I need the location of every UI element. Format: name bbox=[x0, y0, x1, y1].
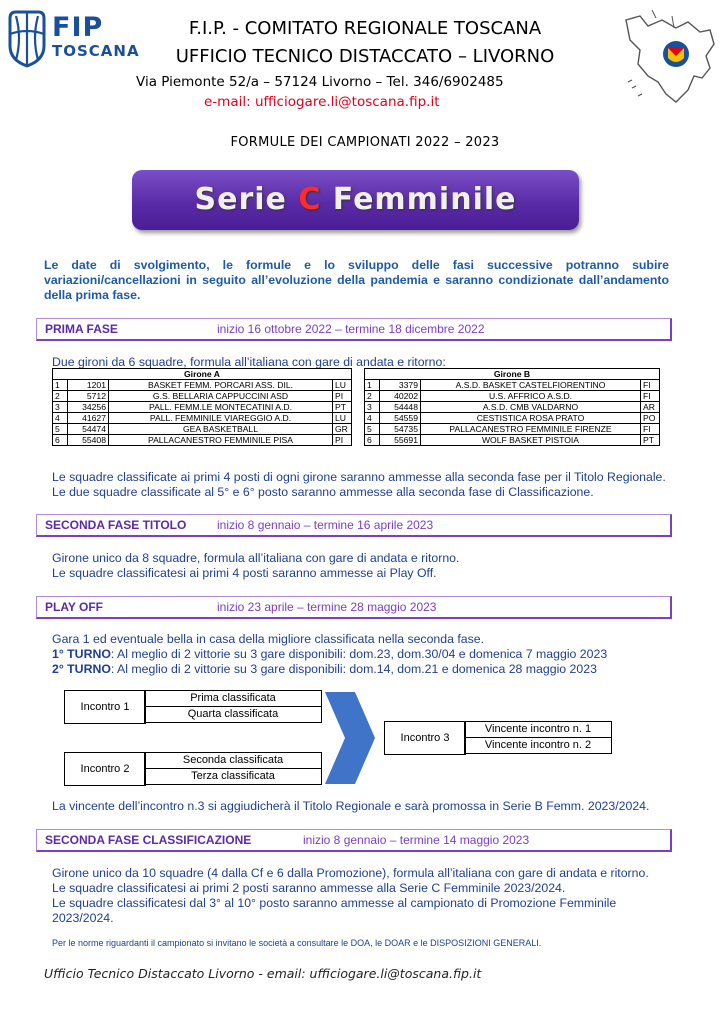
incontro-3-box: Incontro 3 bbox=[384, 721, 466, 755]
table-row: 2 40202 U.S. AFFRICO A.S.D. FI bbox=[365, 391, 660, 402]
banner-femminile: Femminile bbox=[321, 182, 517, 217]
bracket-arrow-icon bbox=[325, 692, 375, 784]
girone-b-title: Girone B bbox=[365, 369, 660, 380]
header-line-2: UFFICIO TECNICO DISTACCATO – LIVORNO bbox=[175, 46, 555, 67]
playoff-line-1: Gara 1 ed eventuale bella in casa della migliore classificata nella seconda fase. bbox=[52, 632, 485, 646]
playoff-turno-2: 2° TURNO: Al meglio di 2 vittorie su 3 gare disponibili: dom.14, dom.21 e domenica 28 maggio 2023 bbox=[52, 662, 597, 676]
incontro-2-team-b: Terza classificata bbox=[144, 768, 322, 785]
table-row: 6 55408 PALLACANESTRO FEMMINILE PISA PI bbox=[53, 435, 352, 446]
incontro-3-team-a: Vincente incontro n. 1 bbox=[464, 721, 612, 738]
fip-basket-logo-icon bbox=[4, 8, 50, 68]
section-play-off bbox=[36, 596, 672, 619]
incontro-1-box: Incontro 1 bbox=[64, 690, 146, 724]
incontro-1-team-b: Quarta classificata bbox=[144, 706, 322, 723]
table-row: 5 54474 GEA BASKETBALL GR bbox=[53, 424, 352, 435]
section-label: SECONDA FASE TITOLO bbox=[45, 518, 187, 532]
fip-logo bbox=[4, 8, 140, 68]
logo-fip-text: FIP bbox=[52, 12, 104, 43]
seconda-class-line-3: Le squadre classificatesi dal 3° al 10° posto saranno ammesse al campionato di Promozione Femminile 2023/2024. bbox=[52, 896, 617, 925]
norme-note: Per le norme riguardanti il campionato si invitano le società a consultare le DOA, le DOAR e le DISPOSIZIONI GENERALI. bbox=[52, 938, 542, 948]
girone-a-title: Girone A bbox=[53, 369, 352, 380]
incontro-1-team-a: Prima classificata bbox=[144, 690, 322, 707]
section-label: PRIMA FASE bbox=[45, 322, 118, 336]
notice-paragraph: Le date di svolgimento, le formule e lo sviluppo delle fasi successive potranno subire variazioni/cancellazioni in seguito all’evoluzione della pandemia e saranno condizionate dall’andamento della prima fase. bbox=[44, 258, 669, 302]
incontro-3-team-b: Vincente incontro n. 2 bbox=[464, 737, 612, 754]
playoff-final-note: La vincente dell’incontro n.3 si aggiudicherà il Titolo Regionale e sarà promossa in Serie B Femm. 2023/2024. bbox=[52, 799, 650, 813]
serie-c-femminile-banner bbox=[132, 170, 579, 230]
page-title: FORMULE DEI CAMPIONATI 2022 – 2023 bbox=[230, 135, 500, 150]
girone-b-table bbox=[364, 368, 660, 446]
table-row: 1 1201 BASKET FEMM. PORCARI ASS. DIL. LU bbox=[53, 380, 352, 391]
table-row: 5 54735 PALLACANESTRO FEMMINILE FIRENZE FI bbox=[365, 424, 660, 435]
playoff-turno-1: 1° TURNO: Al meglio di 2 vittorie su 3 gare disponibili: dom.23, dom.30/04 e domenica 7 maggio 2023 bbox=[52, 647, 608, 661]
logo-toscana-text: TOSCANA bbox=[52, 42, 140, 60]
prima-fase-intro: Due gironi da 6 squadre, formula all’italiana con gare di andata e ritorno: bbox=[52, 355, 446, 369]
page-footer: Ufficio Tecnico Distaccato Livorno - email: ufficiogare.li@toscana.fip.it bbox=[44, 966, 482, 981]
section-label: PLAY OFF bbox=[45, 600, 104, 614]
table-row: 1 3379 A.S.D. BASKET CASTELFIORENTINO FI bbox=[365, 380, 660, 391]
seconda-titolo-line-1: Girone unico da 8 squadre, formula all’italiana con gare di andata e ritorno. bbox=[52, 551, 460, 565]
table-row: 2 5712 G.S. BELLARIA CAPPUCCINI ASD PI bbox=[53, 391, 352, 402]
section-dates: inizio 8 gennaio – termine 16 aprile 2023 bbox=[217, 518, 434, 532]
incontro-2-box: Incontro 2 bbox=[64, 752, 146, 786]
table-row: 4 54559 CESTISTICA ROSA PRATO PO bbox=[365, 413, 660, 424]
section-dates: inizio 23 aprile – termine 28 maggio 2023 bbox=[217, 600, 437, 614]
section-label: SECONDA FASE CLASSIFICAZIONE bbox=[45, 833, 252, 847]
banner-c: C bbox=[298, 182, 322, 217]
header-address: Via Piemonte 52/a – 57124 Livorno – Tel. 346/6902485 bbox=[136, 74, 504, 90]
toscana-map bbox=[618, 6, 722, 106]
section-dates: inizio 16 ottobre 2022 – termine 18 dicembre 2022 bbox=[217, 322, 485, 336]
girone-a-table bbox=[52, 368, 352, 446]
section-seconda-fase-classificazione bbox=[36, 829, 672, 852]
seconda-class-line-2: Le squadre classificatesi ai primi 2 posti saranno ammesse alla Serie C Femminile 2023/2024. bbox=[52, 881, 566, 895]
header-email: e-mail: ufficiogare.li@toscana.fip.it bbox=[204, 94, 440, 110]
seconda-class-line-1: Girone unico da 10 squadre (4 dalla Cf e 6 dalla Promozione), formula all’italiana con gare di andata e ritorno. bbox=[52, 866, 649, 880]
table-row: 4 41627 PALL. FEMMINILE VIAREGGIO A.D. LU bbox=[53, 413, 352, 424]
incontro-2-team-a: Seconda classificata bbox=[144, 752, 322, 769]
table-row: 3 34256 PALL. FEMM.LE MONTECATINI A.D. PT bbox=[53, 402, 352, 413]
banner-serie: Serie bbox=[194, 182, 299, 217]
prima-fase-note-2: Le due squadre classificate al 5° e 6° posto saranno ammesse alla seconda fase di Classificazione. bbox=[52, 485, 594, 499]
table-row: 3 54448 A.S.D. CMB VALDARNO AR bbox=[365, 402, 660, 413]
header-line-1: F.I.P. - COMITATO REGIONALE TOSCANA bbox=[188, 18, 542, 39]
prima-fase-note-1: Le squadre classificate ai primi 4 posti di ogni girone saranno ammesse alla seconda fase per il Titolo Regionale. bbox=[52, 470, 666, 484]
section-seconda-fase-titolo bbox=[36, 514, 672, 537]
table-row: 6 55691 WOLF BASKET PISTOIA PT bbox=[365, 435, 660, 446]
toscana-map-icon bbox=[618, 6, 722, 106]
section-prima-fase bbox=[36, 318, 672, 341]
section-dates: inizio 8 gennaio – termine 14 maggio 2023 bbox=[303, 833, 530, 847]
seconda-titolo-line-2: Le squadre classificatesi ai primi 4 posti saranno ammesse ai Play Off. bbox=[52, 566, 437, 580]
